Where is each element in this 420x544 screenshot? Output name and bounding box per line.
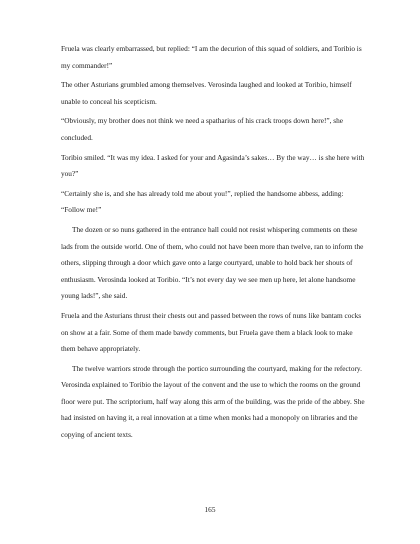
paragraph: Fruela was clearly embarrassed, but replied: “I am the decurion of this squad of soldiers, and Toribio is my commander!” bbox=[61, 44, 362, 70]
paragraph: The other Asturians grumbled among themselves. Verosinda laughed and looked at Toribio, himself unable to conceal his scepticism. bbox=[61, 80, 352, 106]
paragraph: “Certainly she is, and she has already told me about you!”, replied the handsome abbess, adding: “Follow me!” bbox=[61, 188, 344, 215]
page-number: 165 bbox=[204, 505, 216, 514]
paragraph: Toribio smiled. “It was my idea. I asked for your and Agasinda’s sakes… By the way… is she here with you?” bbox=[61, 152, 365, 179]
body-text bbox=[61, 41, 365, 447]
paragraph: “Obviously, my brother does not think we need a spatharius of his crack troops down here!”, she concluded. bbox=[61, 116, 344, 142]
paragraph: The twelve warriors strode through the portico surrounding the courtyard, making for the refectory. Verosinda explained to Toribio the layout of the convent and the use to which the rooms on the ground floor were put. The scriptorium, half way along this arm of the building, was the pride of the abbey. She had insisted on having it, a real innovation at a time when monks had a monopoly on libraries and the copying of ancient texts. bbox=[61, 363, 365, 440]
paragraph: Fruela and the Asturians thrust their chests out and passed between the rows of nuns like bantam cocks on show at a fair. Some of them made bawdy comments, but Fruela gave them a black look to make them behave appropriately. bbox=[61, 310, 362, 354]
paragraph: The dozen or so nuns gathered in the entrance hall could not resist whispering comments on these lads from the outside world. One of them, who could not have been more than twelve, ran to inform the others, slipping through a door which gave onto a large courtyard, unable to hold back her shouts of enthusiasm. Verosinda looked at Toribio. “It’s not every day we see men up here, let alone handsome young lads!”, she said. bbox=[61, 224, 364, 301]
